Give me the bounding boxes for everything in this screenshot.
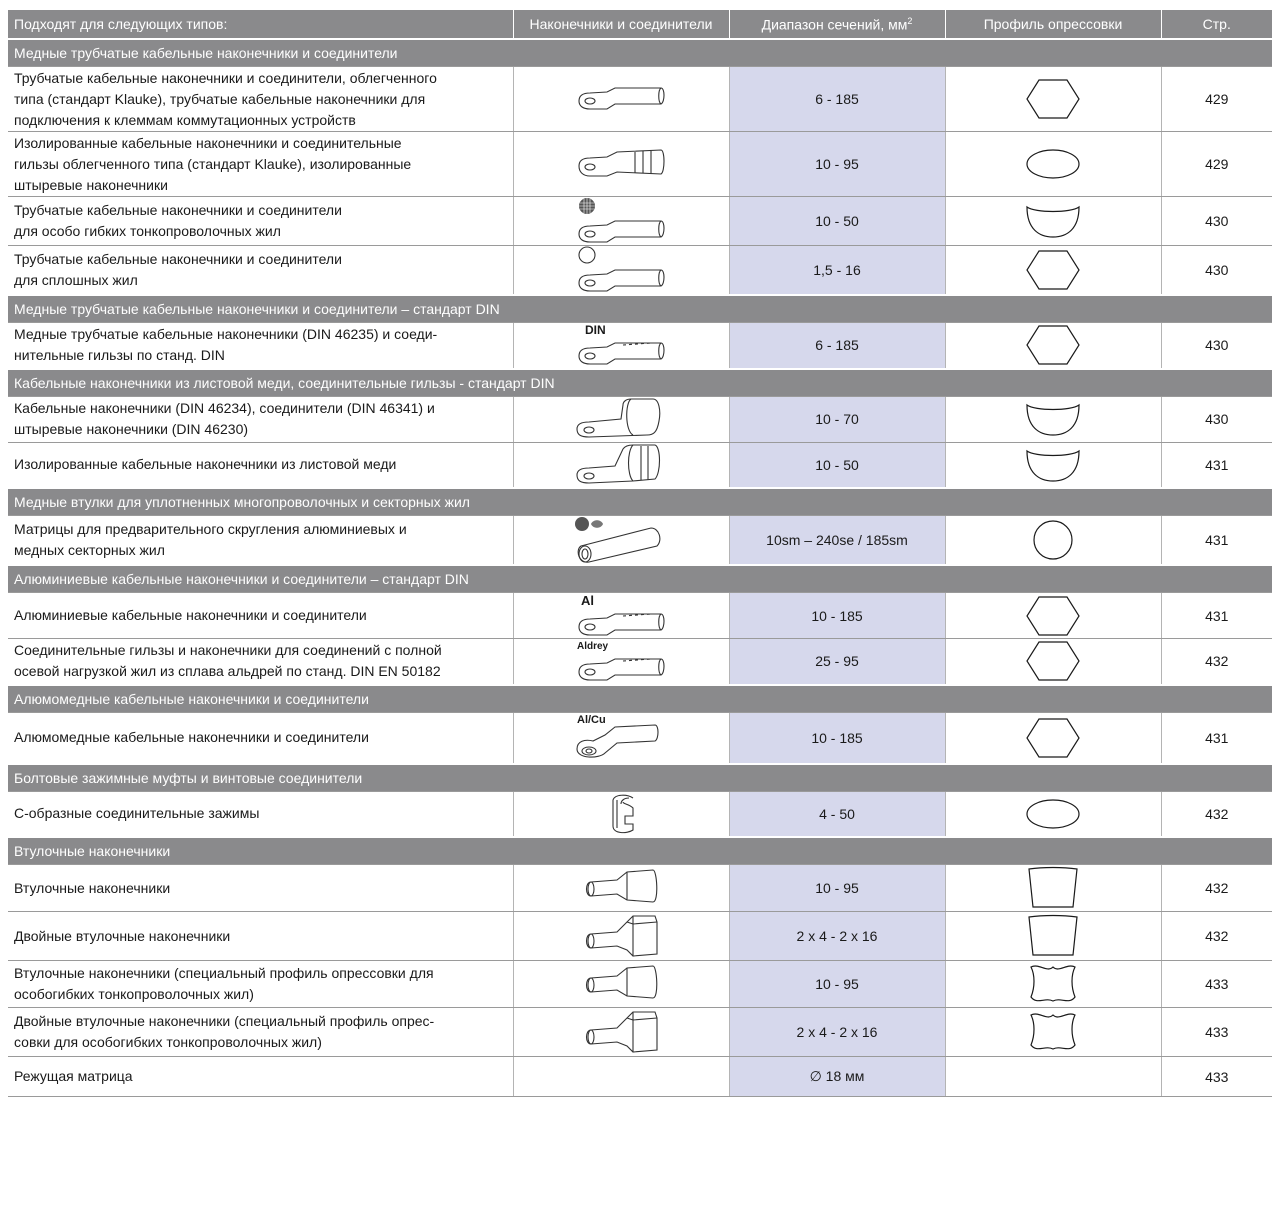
special-trapezoid-profile-icon [945, 1008, 1161, 1057]
row-description [8, 442, 513, 488]
description-line: Изолированные кабельные наконечники из листовой меди [14, 456, 397, 473]
svg-text:Al: Al [581, 593, 594, 608]
range-value: ∅ 18 мм [729, 1057, 945, 1097]
table-row [8, 865, 1272, 912]
range-value: 10 - 70 [729, 396, 945, 442]
svg-text:Al/Cu: Al/Cu [577, 713, 606, 726]
twin-ferrule-icon [513, 1008, 729, 1057]
section-row [8, 39, 1272, 67]
crimp-die-table-wrapper [8, 10, 1272, 1097]
hexagon-profile-icon [945, 593, 1161, 639]
description-line: Двойные втулочные наконечники (специальный профиль опрес- [14, 1013, 435, 1029]
section-row [8, 837, 1272, 865]
header-profile: Профиль опрессовки [945, 10, 1161, 39]
table-row [8, 516, 1272, 566]
header-range [729, 10, 945, 39]
c-clamp-icon [513, 791, 729, 837]
row-description [8, 912, 513, 961]
row-description [8, 396, 513, 442]
page-number: 432 [1161, 791, 1272, 837]
range-value: 10 - 50 [729, 442, 945, 488]
table-row [8, 323, 1272, 369]
range-value: 10 - 95 [729, 961, 945, 1008]
table-row [8, 593, 1272, 639]
section-title: Алюмомедные кабельные наконечники и соединители [8, 685, 1272, 713]
page-number: 431 [1161, 442, 1272, 488]
page-number: 432 [1161, 865, 1272, 912]
header-page: Стр. [1161, 10, 1272, 39]
description-line: совки для особогибких тонкопроволочных жил) [14, 1034, 322, 1050]
range-value: 4 - 50 [729, 791, 945, 837]
sheet-copper-lug-icon [513, 396, 729, 442]
range-value: 1,5 - 16 [729, 246, 945, 296]
trapezoid-profile-icon [945, 865, 1161, 912]
row-description [8, 1008, 513, 1057]
page-number: 433 [1161, 1008, 1272, 1057]
round-sleeve-icon [513, 516, 729, 566]
hexagon-profile-icon [945, 323, 1161, 369]
section-row [8, 565, 1272, 593]
range-value: 10 - 95 [729, 132, 945, 197]
oval-profile-icon [945, 132, 1161, 197]
crescent-profile-icon [945, 396, 1161, 442]
description-line: Изолированные кабельные наконечники и соединительные [14, 134, 402, 151]
table-header-row [8, 10, 1272, 39]
table-row [8, 1008, 1272, 1057]
description-line: Кабельные наконечники (DIN 46234), соединители (DIN 46341) и [14, 400, 435, 416]
header-types: Подходят для следующих типов: [8, 10, 513, 39]
table-row [8, 712, 1272, 764]
description-line: осевой нагрузкой жил из сплава альдрей по станд. DIN EN 50182 [14, 663, 441, 680]
table-row [8, 197, 1272, 246]
row-description [8, 516, 513, 566]
table-row [8, 442, 1272, 488]
description-line: С-образные соединительные зажимы [14, 805, 260, 822]
insulated-lug-icon [513, 132, 729, 197]
section-title: Медные трубчатые кабельные наконечники и соединители [8, 39, 1272, 67]
oval-profile-icon [945, 791, 1161, 837]
table-row [8, 1057, 1272, 1097]
page-number: 429 [1161, 132, 1272, 197]
range-value: 2 x 4 - 2 x 16 [729, 912, 945, 961]
row-description [8, 1057, 513, 1097]
description-line: особогибких тонкопроволочных жил) [14, 986, 254, 1002]
twin-ferrule-icon [513, 912, 729, 961]
insulated-sheet-lug-icon [513, 442, 729, 488]
hexagon-profile-icon [945, 639, 1161, 685]
special-trapezoid-profile-icon [945, 961, 1161, 1008]
section-title: Втулочные наконечники [8, 837, 1272, 865]
solid-conductor-lug-icon [513, 246, 729, 296]
table-row [8, 132, 1272, 197]
page-number: 433 [1161, 1057, 1272, 1097]
description-line: штыревые наконечники [14, 176, 168, 193]
din-lug-icon [513, 323, 729, 369]
table-row [8, 791, 1272, 837]
hexagon-profile-icon [945, 67, 1161, 132]
header-range-sup: 2 [907, 15, 913, 26]
page-number: 432 [1161, 639, 1272, 685]
page-number: 429 [1161, 67, 1272, 132]
table-row [8, 961, 1272, 1008]
description-line: Алюминиевые кабельные наконечники и соединители [14, 607, 367, 623]
crescent-profile-icon [945, 197, 1161, 246]
description-line: Медные трубчатые кабельные наконечники (DIN 46235) и соеди- [14, 326, 438, 343]
row-description [8, 865, 513, 912]
description-line: для сплошных жил [14, 272, 138, 288]
description-line: штыревые наконечники (DIN 46230) [14, 421, 249, 437]
row-description [8, 246, 513, 296]
page-number: 430 [1161, 396, 1272, 442]
crescent-profile-icon [945, 442, 1161, 488]
table-row [8, 639, 1272, 685]
table-row [8, 396, 1272, 442]
section-row [8, 685, 1272, 713]
description-line: Соединительные гильзы и наконечники для соединений с полной [14, 642, 442, 659]
circle-profile-icon [945, 516, 1161, 566]
row-description [8, 791, 513, 837]
aldrey-lug-icon [513, 639, 729, 685]
range-value: 6 - 185 [729, 67, 945, 132]
section-title: Кабельные наконечники из листовой меди, соединительные гильзы - стандарт DIN [8, 369, 1272, 397]
range-value: 25 - 95 [729, 639, 945, 685]
hexagon-profile-icon [945, 712, 1161, 764]
range-value: 10 - 185 [729, 712, 945, 764]
trapezoid-profile-icon [945, 912, 1161, 961]
page-number: 432 [1161, 912, 1272, 961]
svg-text:Aldrey: Aldrey [577, 641, 609, 653]
table-row [8, 67, 1272, 132]
section-row [8, 488, 1272, 516]
section-title: Медные трубчатые кабельные наконечники и соединители – стандарт DIN [8, 295, 1272, 323]
range-value: 10 - 50 [729, 197, 945, 246]
svg-text:DIN: DIN [585, 323, 606, 338]
tubular-lug-icon [513, 67, 729, 132]
fine-stranded-lug-icon [513, 197, 729, 246]
empty-profile-cell [945, 1057, 1161, 1097]
row-description [8, 323, 513, 369]
page-number: 431 [1161, 593, 1272, 639]
description-line: Двойные втулочные наконечники [14, 927, 231, 944]
section-title: Болтовые зажимные муфты и винтовые соединители [8, 764, 1272, 792]
description-line: Трубчатые кабельные наконечники и соединители, облегченного [14, 69, 437, 86]
page-number: 431 [1161, 516, 1272, 566]
description-line: нительные гильзы по станд. DIN [14, 347, 225, 364]
row-description [8, 132, 513, 197]
row-description [8, 197, 513, 246]
row-description [8, 712, 513, 764]
description-line: Режущая матрица [14, 1068, 133, 1084]
range-value: 6 - 185 [729, 323, 945, 369]
range-value: 2 x 4 - 2 x 16 [729, 1008, 945, 1057]
crimp-die-table [8, 10, 1272, 1097]
header-lugs: Наконечники и соединители [513, 10, 729, 39]
page-number: 433 [1161, 961, 1272, 1008]
description-line: типа (стандарт Klauke), трубчатые кабельные наконечники для [14, 90, 426, 107]
description-line: подключения к клеммам коммутационных устройств [14, 111, 356, 128]
row-description [8, 593, 513, 639]
ferrule-icon [513, 865, 729, 912]
section-row [8, 369, 1272, 397]
al-cu-lug-icon [513, 712, 729, 764]
description-line: Втулочные наконечники [14, 879, 171, 896]
section-title: Алюминиевые кабельные наконечники и соединители – стандарт DIN [8, 565, 1272, 593]
hexagon-profile-icon [945, 246, 1161, 296]
header-range-label: Диапазон сечений, мм [761, 16, 908, 33]
page-number: 430 [1161, 323, 1272, 369]
table-row [8, 246, 1272, 296]
section-row [8, 764, 1272, 792]
page-number: 431 [1161, 712, 1272, 764]
row-description [8, 67, 513, 132]
description-line: Втулочные наконечники (специальный профиль опрессовки для [14, 965, 434, 981]
description-line: для особо гибких тонкопроволочных жил [14, 223, 281, 239]
aluminium-lug-icon [513, 593, 729, 639]
range-value: 10 - 95 [729, 865, 945, 912]
page-number: 430 [1161, 246, 1272, 296]
description-line: Трубчатые кабельные наконечники и соединители [14, 251, 342, 267]
empty-icon-cell [513, 1057, 729, 1097]
ferrule-icon [513, 961, 729, 1008]
row-description [8, 639, 513, 685]
section-title: Медные втулки для уплотненных многопроволочных и секторных жил [8, 488, 1272, 516]
description-line: Трубчатые кабельные наконечники и соединители [14, 202, 342, 218]
description-line: Матрицы для предварительного скругления алюминиевых и [14, 521, 407, 537]
description-line: медных секторных жил [14, 542, 165, 558]
section-row [8, 295, 1272, 323]
range-value: 10 - 185 [729, 593, 945, 639]
page-number: 430 [1161, 197, 1272, 246]
table-row [8, 912, 1272, 961]
range-value: 10sm – 240se / 185sm [729, 516, 945, 566]
description-line: гильзы облегченного типа (стандарт Klauke), изолированные [14, 155, 412, 172]
description-line: Алюмомедные кабельные наконечники и соединители [14, 729, 369, 745]
row-description [8, 961, 513, 1008]
